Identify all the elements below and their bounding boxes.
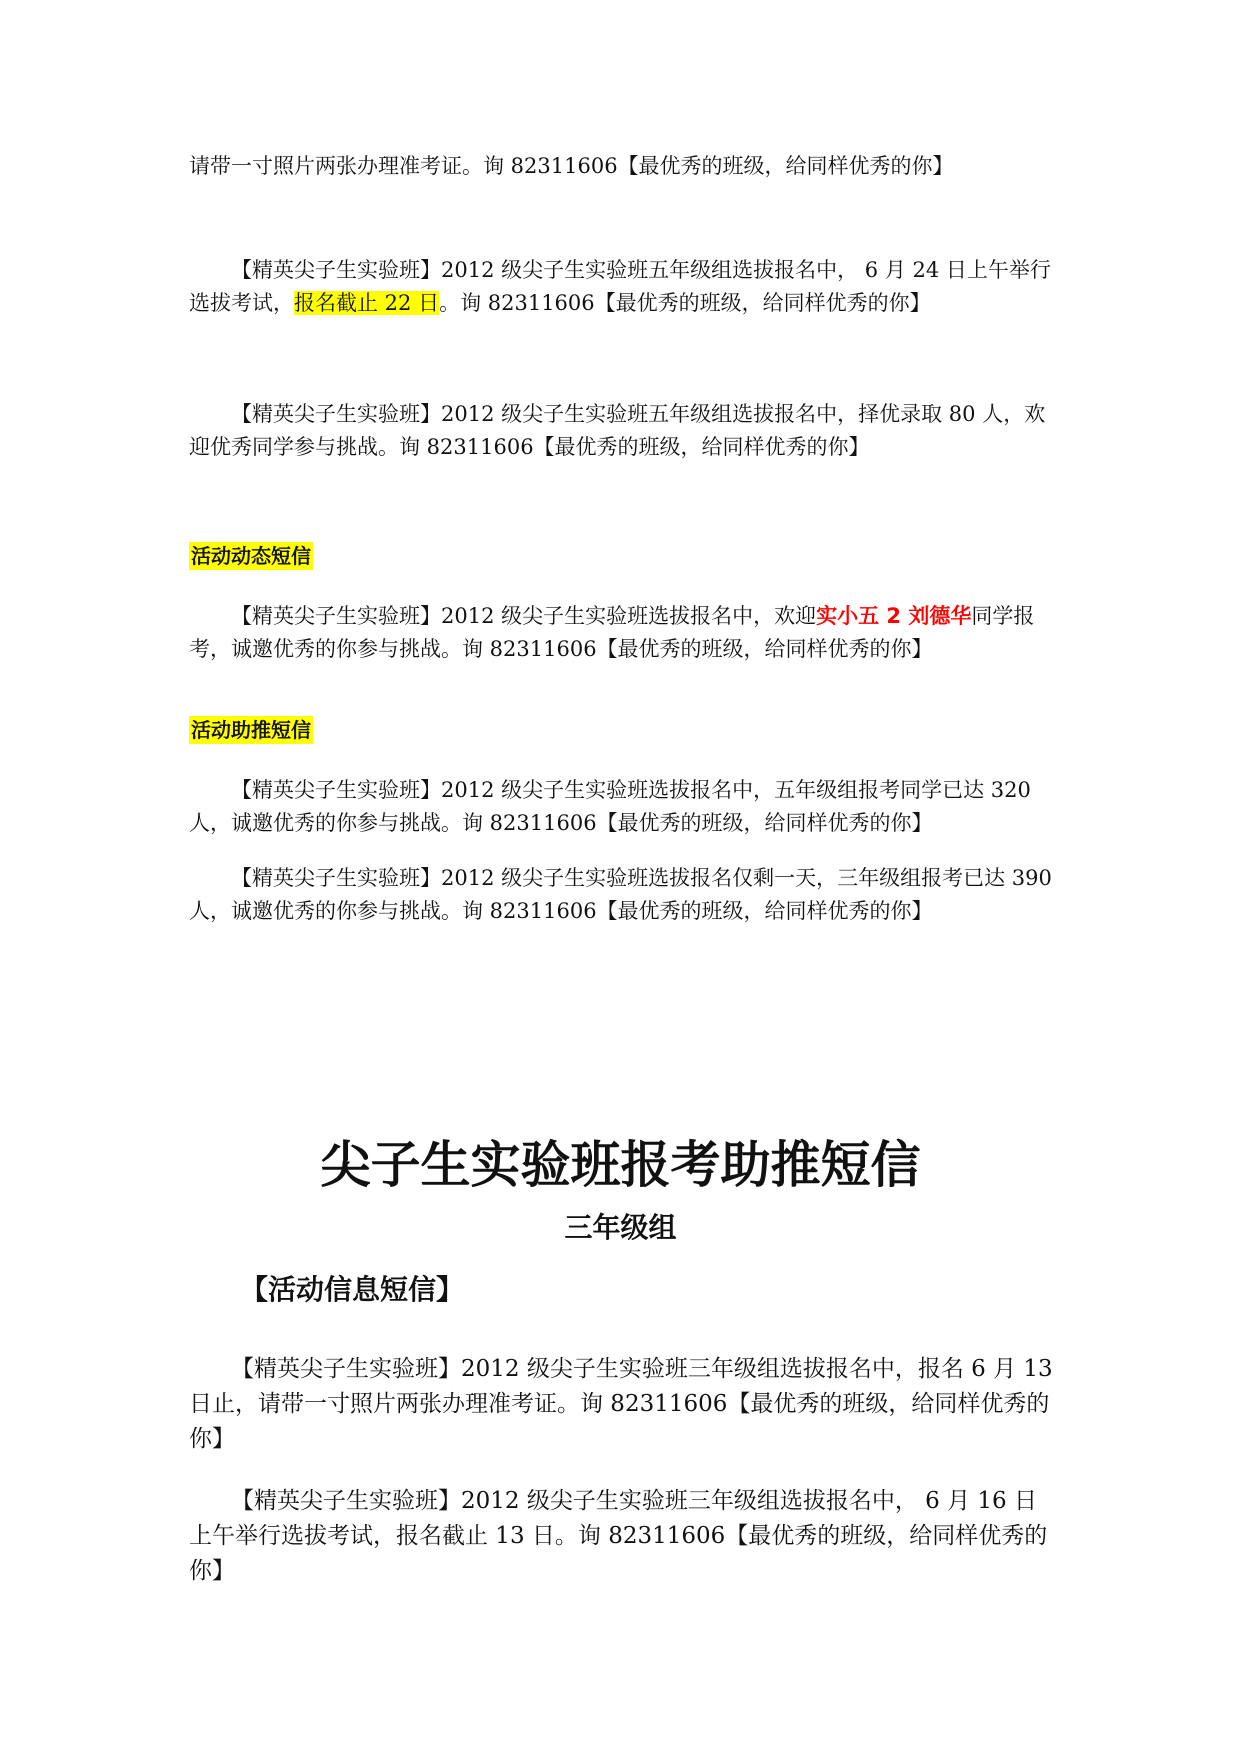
label-activity-news: 活动动态短信 — [191, 544, 311, 568]
sms-text: 【精英尖子生实验班】2012 级尖子生实验班选拔报名仅剩一天，三年级组报考已达 390 人，诚邀优秀的你参与挑战。询 82311606【最优秀的班级，给同样优秀的你】 — [189, 866, 1052, 923]
sms-paragraph-3 — [189, 398, 1059, 464]
sms-text: 【精英尖子生实验班】2012 级尖子生实验班五年级组选拔报名中，择优录取 80 人，欢迎优秀同学参与挑战。询 82311606【最优秀的班级，给同样优秀的你】 — [189, 402, 1046, 459]
sms-paragraph-2 — [189, 254, 1059, 320]
sms-text: 【精英尖子生实验班】2012 级尖子生实验班三年级组选拔报名中， 6 月 16 日上午举行选拔考试，报名截止 13 日。询 82311606【最优秀的班级，给同样优秀的你】 — [189, 1488, 1048, 1584]
label-activity-push: 活动助推短信 — [191, 718, 311, 742]
sms-text-after: 。询 82311606【最优秀的班级，给同样优秀的你】 — [439, 291, 931, 315]
deadline-highlight: 报名截止 22 日 — [294, 291, 440, 315]
sms-paragraph-1 — [189, 150, 1059, 183]
sms-text: 【精英尖子生实验班】2012 级尖子生实验班三年级组选拔报名中，报名 6 月 13 日止，请带一寸照片两张办理准考证。询 82311606【最优秀的班级，给同样优秀的你】 — [189, 1356, 1053, 1452]
sms-text: 请带一寸照片两张办理准考证。询 82311606【最优秀的班级，给同样优秀的你】 — [189, 154, 954, 178]
sms-paragraph-5 — [189, 774, 1059, 840]
sms-paragraph-8 — [189, 1484, 1059, 1589]
sms-paragraph-7 — [189, 1352, 1059, 1457]
sms-text-before: 【精英尖子生实验班】2012 级尖子生实验班选拔报名中，欢迎 — [231, 604, 817, 628]
sms-text: 【精英尖子生实验班】2012 级尖子生实验班选拔报名中，五年级组报考同学已达 320 人，诚邀优秀的你参与挑战。询 82311606【最优秀的班级，给同样优秀的你】 — [189, 778, 1031, 835]
page-subtitle: 三年级组 — [564, 1211, 677, 1244]
sms-paragraph-4 — [189, 600, 1059, 666]
sms-text-before: 【精英尖子生实验班】2012 级尖子生实验班五年级组选拔报名中， 6 月 24 日上午举行选拔考试， — [189, 258, 1051, 315]
section-heading: 【活动信息短信】 — [240, 1273, 465, 1306]
sms-paragraph-6 — [189, 862, 1059, 928]
student-name-red: 实小五 2 刘德华 — [816, 604, 972, 628]
sms-text-after: 同学报考，诚邀优秀的你参与挑战。询 82311606【最优秀的班级，给同样优秀的你】 — [189, 604, 1035, 661]
page-title: 尖子生实验班报考助推短信 — [320, 1136, 921, 1194]
